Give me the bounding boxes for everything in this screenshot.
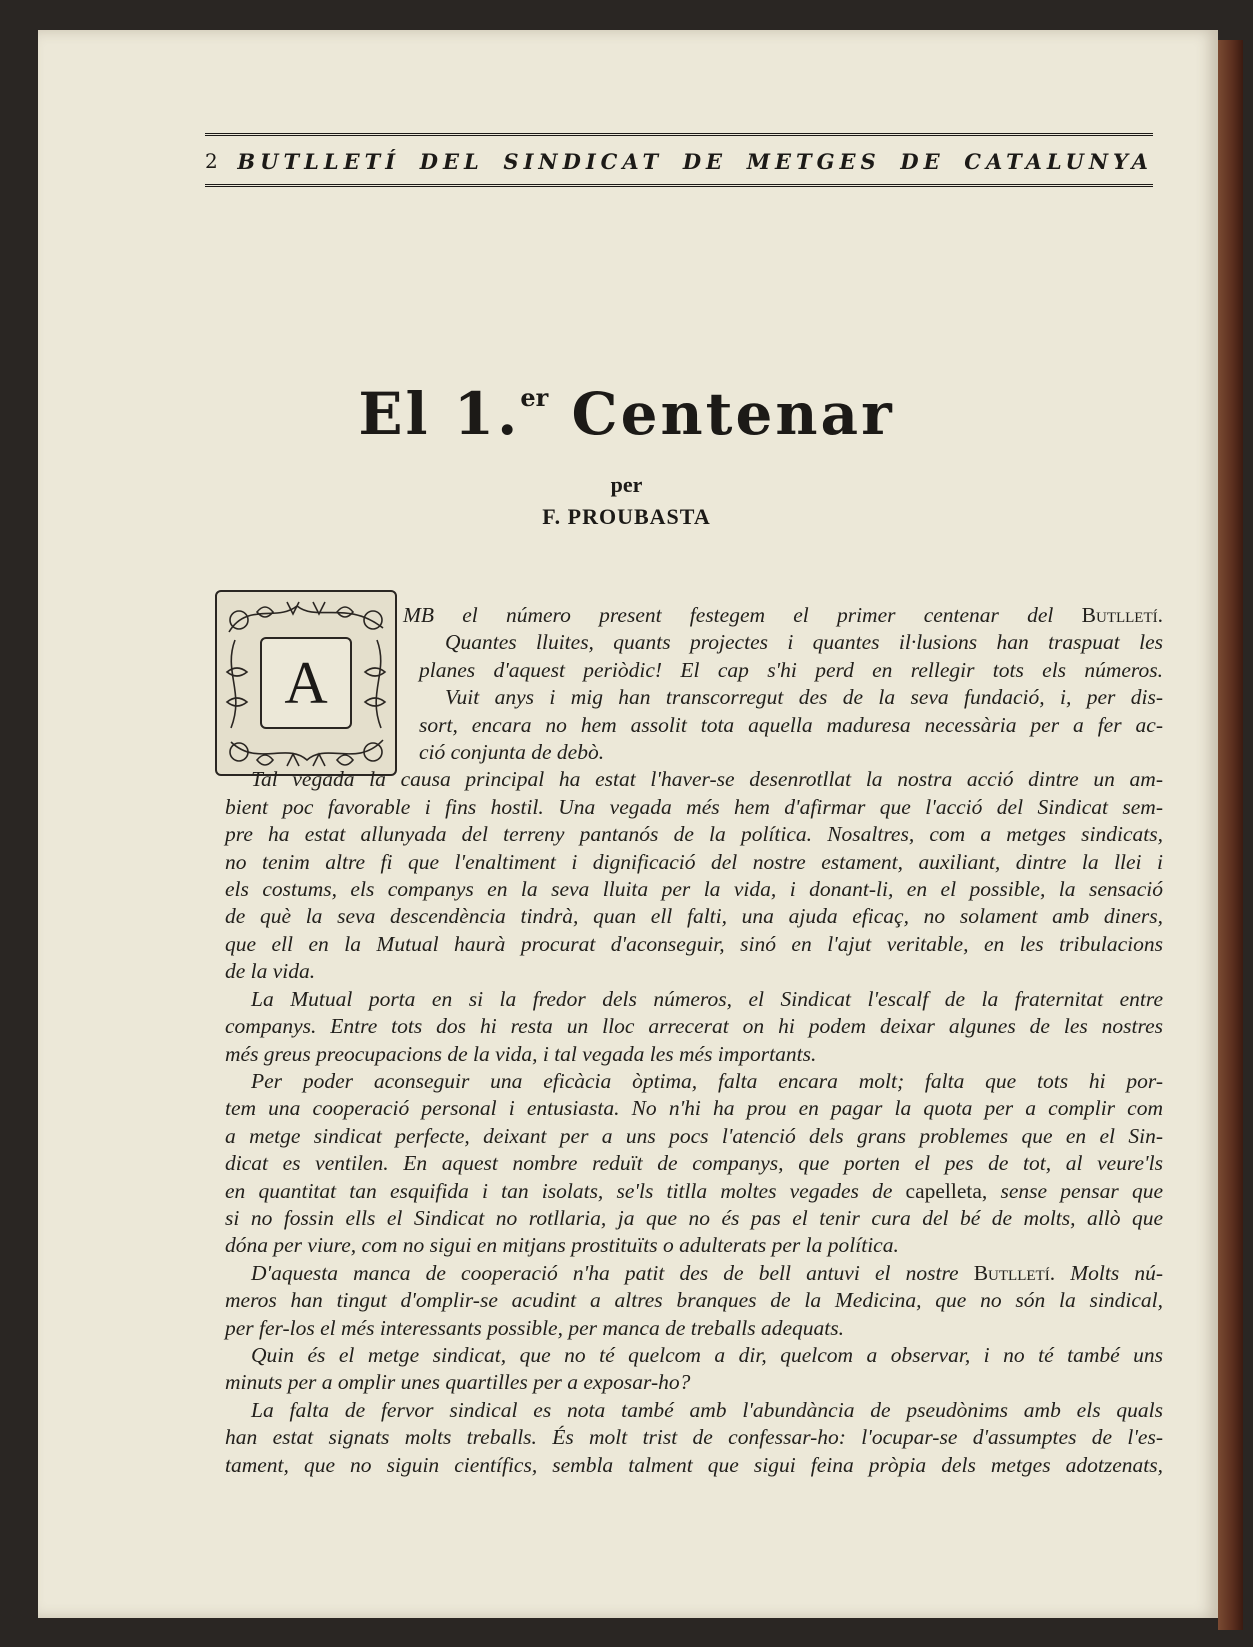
drop-cap-letter: A xyxy=(284,649,328,716)
byline-author: F. PROUBASTA xyxy=(542,504,711,529)
header-word: SINDICAT xyxy=(503,148,664,174)
header-word: DE xyxy=(900,148,945,174)
text-line: tem una cooperació personal i entusiasta. No n'hi ha prou en pagar la quota per a complir com xyxy=(225,1096,1163,1121)
text-line: Vuit anys i mig han transcorregut des de la seva fundació, i, per dis- xyxy=(445,685,1163,710)
text-line: han estat signats molts treballs. És molt trist de confessar-ho: l'ocupar-se d'assumptes de l'es- xyxy=(225,1425,1163,1450)
byline-per: per xyxy=(610,472,643,497)
text-line: a metge sindicat perfecte, deixant per a uns pocs l'atenció dels grans problemes que en el Sin- xyxy=(225,1123,1163,1148)
text-line: per fer-los el més interessants possible, per manca de treballs adequats. xyxy=(225,1315,845,1340)
text-line: sort, encara no hem assolit tota aquella maduresa necessària per a fer ac- xyxy=(419,712,1163,737)
page-number: 2 xyxy=(205,149,218,173)
title-superscript: er xyxy=(520,383,549,412)
text-line: Quantes lluites, quants projectes i quantes il·lusions han traspuat les xyxy=(445,630,1163,655)
header-word: DE xyxy=(682,148,728,174)
text-line: pre ha estat allunyada del terreny pantanós de la política. Nosaltres, com a metges sindicats, xyxy=(225,822,1163,847)
text-line: tament, que no siguin científics, sembla talment que sigui feina pròpia dels metges adotzenats, xyxy=(225,1452,1163,1477)
text-line: de què la seva descendència tindrà, quan ell falti, una ajuda eficaç, no solament amb diners, xyxy=(225,904,1163,929)
text-line: més greus preocupacions de la vida, i tal vegada les més importants. xyxy=(225,1041,817,1066)
text-line: Tal vegada la causa principal ha estat l'haver-se desenrotllat la nostra acció dintre un am- xyxy=(251,767,1163,792)
text-line: planes d'aquest periòdic! El cap s'hi perd en rellegir tots els números. xyxy=(419,657,1163,682)
text-line: D'aquesta manca de cooperació n'ha patit des de bell antuvi el nostre Butlletí. Molts nú- xyxy=(251,1260,1163,1285)
text-line: minuts per a omplir unes quartilles per a exposar-ho? xyxy=(225,1370,691,1395)
text-line: en quantitat tan esquifida i tan isolats, se'ls titlla moltes vegades de capelleta, sense pensar que xyxy=(225,1178,1163,1203)
text-line: La Mutual porta en si la fredor dels números, el Sindicat l'escalf de la fraternitat entre xyxy=(251,986,1163,1011)
text-line: que ell en la Mutual haurà procurat d'aconseguir, sinó en l'ajut veritable, en les tribulacions xyxy=(225,931,1163,956)
running-header xyxy=(205,133,1153,187)
text-line: Quin és el metge sindicat, que no té quelcom a dir, quelcom a observar, i no té també uns xyxy=(251,1342,1163,1367)
text-line: no tenim altre fi que l'enaltiment i dignificació del nostre estament, auxiliant, dintre la llei i xyxy=(225,849,1163,874)
text-line: ció conjunta de debò. xyxy=(419,740,605,765)
text-line: La falta de fervor sindical es nota també amb l'abundància de pseudònims amb els quals xyxy=(251,1397,1163,1422)
text-line: Per poder aconseguir una eficàcia òptima, falta encara molt; falta que tots hi por- xyxy=(251,1068,1163,1093)
title-main: El 1. xyxy=(358,380,521,448)
text-line: companys. Entre tots dos hi resta un lloc arrecerat on hi podem deixar algunes de les nostres xyxy=(225,1014,1163,1039)
header-word: DEL xyxy=(419,148,484,174)
header-word: CATALUNYA xyxy=(964,148,1153,174)
text-line: els costums, els companys en la seva lluita per la vida, i donant-li, en el possible, la sensació xyxy=(225,877,1163,902)
title-rest: Centenar xyxy=(571,380,895,448)
article-title xyxy=(0,380,1253,448)
article-body xyxy=(225,602,1163,1479)
header-word: BUTLLETÍ xyxy=(237,148,401,174)
text-line: dicat es ventilen. En aquest nombre reduït de companys, que porten el pes de tot, al veure'ls xyxy=(225,1151,1163,1176)
text-line: MB el número present festegem el primer centenar del Butlletí. xyxy=(403,603,1163,627)
book-page-edge xyxy=(1218,40,1243,1630)
text-line: de la vida. xyxy=(225,959,316,984)
text-line: dóna per viure, com no sigui en mitjans prostituïts o adulterats per la política. xyxy=(225,1233,899,1258)
text-line: si no fossin ells el Sindicat no rotllaria, ja que no és pas el tenir cura del bé de molts, allò que xyxy=(225,1205,1163,1230)
text-line: bient poc favorable i fins hostil. Una vegada més hem d'afirmar que l'acció del Sindicat sem- xyxy=(225,794,1163,819)
header-word: METGES xyxy=(746,148,881,174)
text-line: meros han tingut d'omplir-se acudint a altres branques de la Medicina, que no són la sindical, xyxy=(225,1288,1163,1313)
